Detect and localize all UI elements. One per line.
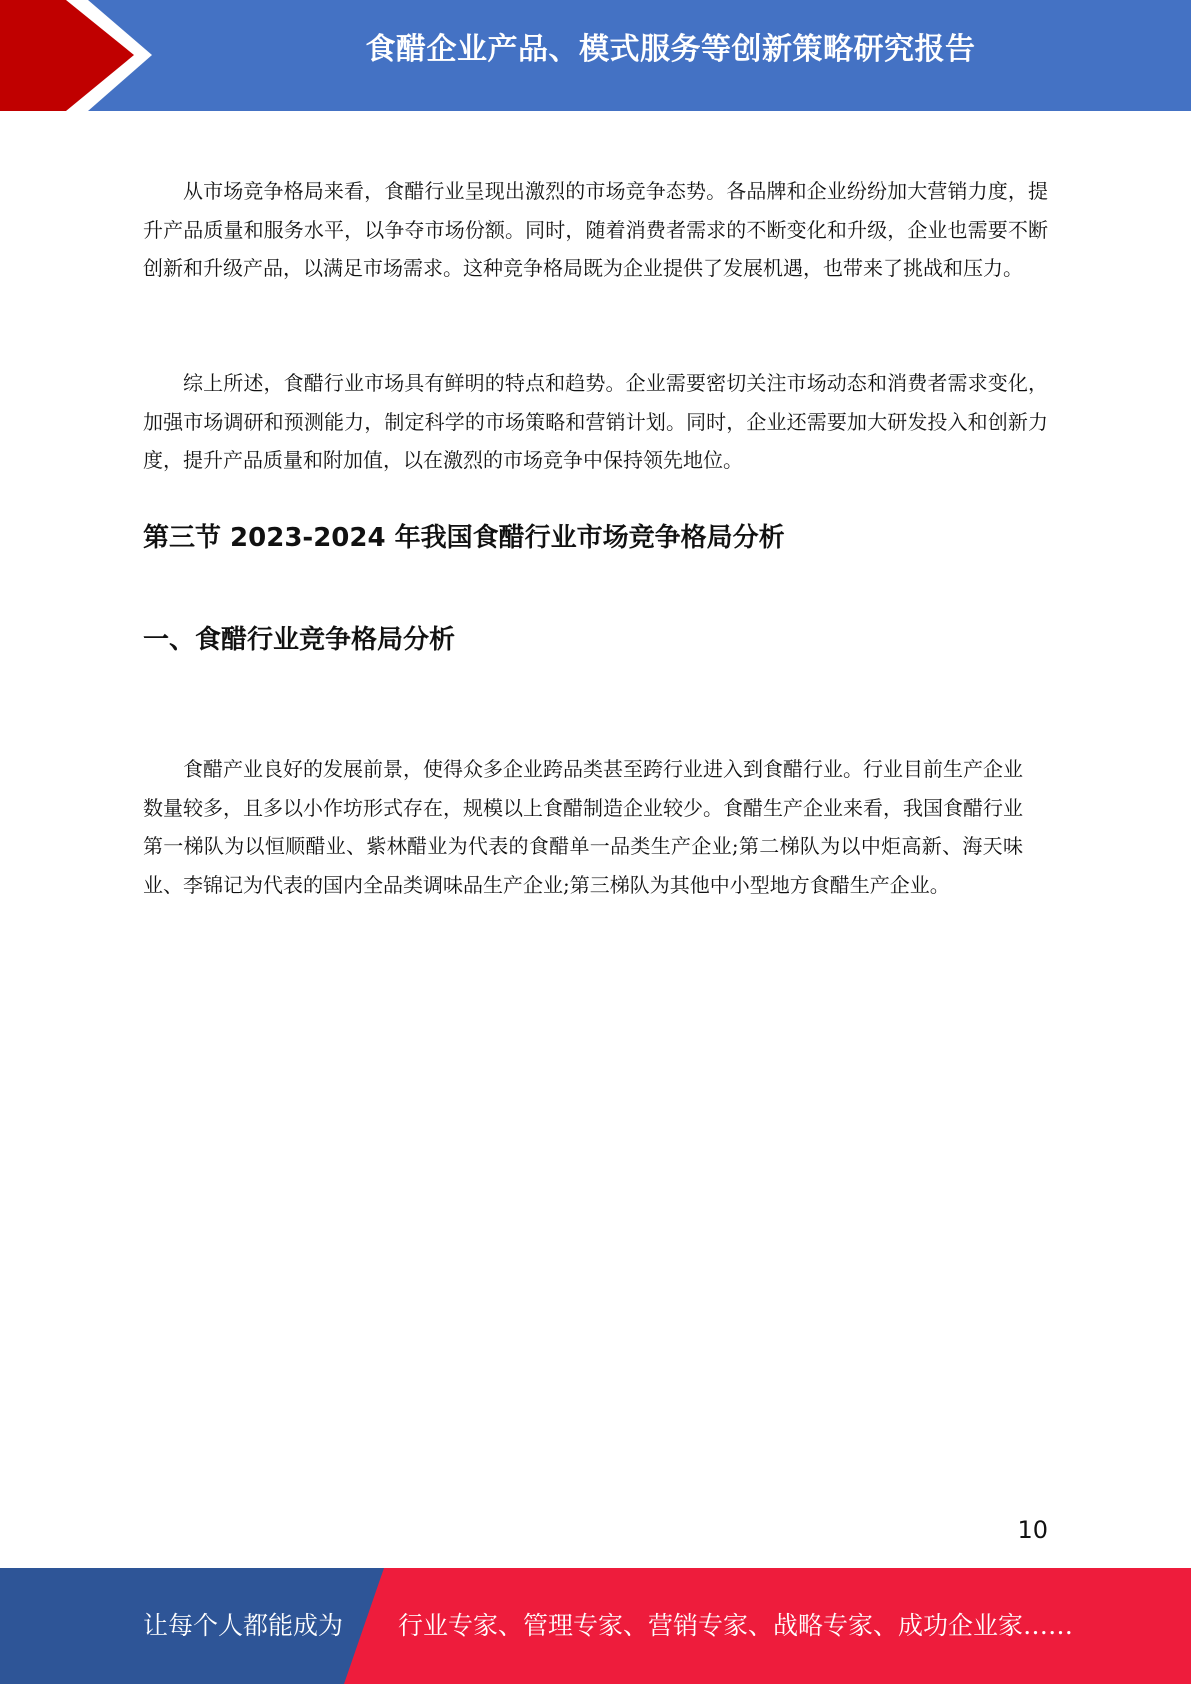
paragraph-market-competition: 从市场竞争格局来看，食醋行业呈现出激烈的市场竞争态势。各品牌和企业纷纷加大营销力度，提升产品质量和服务水平，以争夺市场份额。同时，随着消费者需求的不断变化和升级，企业也需要不断创新和升级产品，以满足市场需求。这种竞争格局既为企业提供了发展机遇，也带来了挑战和压力。 — [143, 179, 1048, 280]
paragraph-competition-tiers: 食醋产业良好的发展前景，使得众多企业跨品类甚至跨行业进入到食醋行业。行业目前生产企业数量较多，且多以小作坊形式存在，规模以上食醋制造企业较少。食醋生产企业来看，我国食醋行业第一梯队为以恒顺醋业、紫林醋业为代表的食醋单一品类生产企业;第二梯队为以中炬高新、海天味业、李锦记为代表的国内全品类调味品生产企业;第三梯队为其他中小型地方食醋生产企业。 — [143, 757, 1023, 897]
sub-section-title: 一、食醋行业竞争格局分析 — [143, 625, 456, 655]
footer-banner — [0, 1568, 1191, 1684]
section-title: 第三节 2023-2024 年我国食醋行业市场竞争格局分析 — [143, 523, 785, 553]
footer-slogan-left: 让每个人都能成为 — [143, 1611, 344, 1640]
header-banner — [0, 0, 1191, 111]
paragraph-summary: 综上所述，食醋行业市场具有鲜明的特点和趋势。企业需要密切关注市场动态和消费者需求变化，加强市场调研和预测能力，制定科学的市场策略和营销计划。同时，企业还需要加大研发投入和创新力度，提升产品质量和附加值，以在激烈的市场竞争中保持领先地位。 — [143, 371, 1048, 472]
header-title: 食醋企业产品、模式服务等创新策略研究报告 — [365, 32, 976, 67]
footer-slogan-right: 行业专家、管理专家、营销专家、战略专家、成功企业家…… — [398, 1611, 1074, 1640]
page-number: 10 — [1017, 1516, 1048, 1544]
